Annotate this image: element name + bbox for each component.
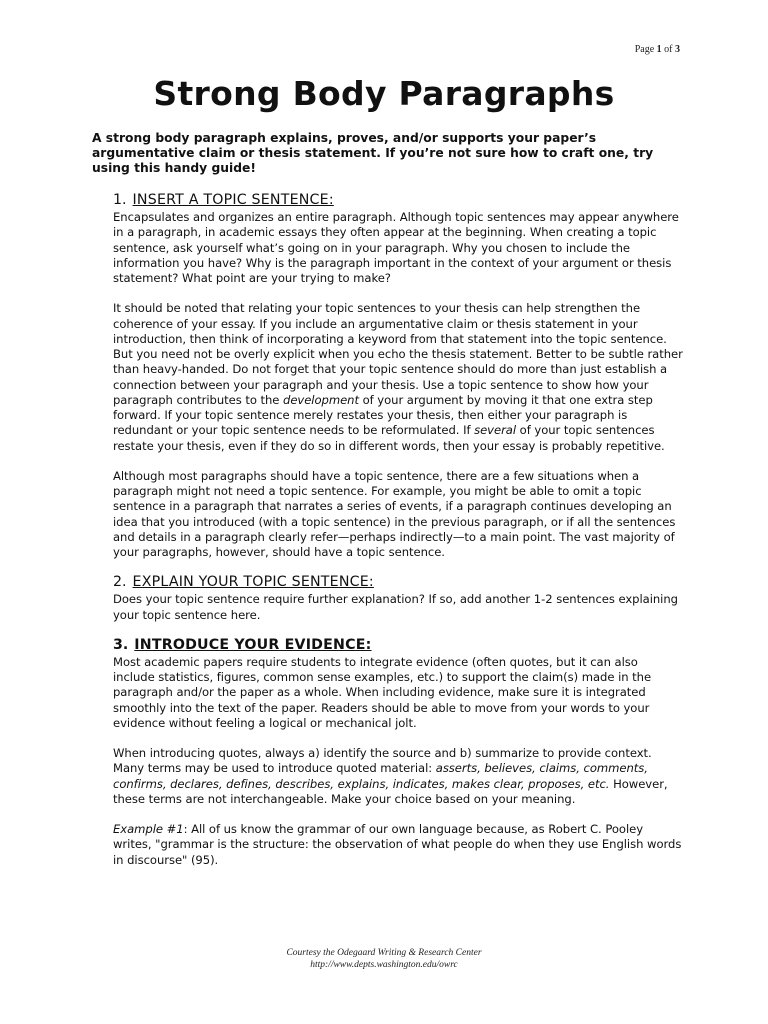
section-3-title: INTRODUCE YOUR EVIDENCE:: [134, 636, 372, 653]
emphasis-development: development: [283, 392, 359, 407]
intro-paragraph: A strong body paragraph explains, proves, and/or supports your paper’s argumentative claim or thesis statement. If you’re not sure how to craft one, try using this handy guide!: [92, 131, 654, 175]
footer-url: http://www.depts.washington.edu/owrc: [310, 960, 458, 970]
emphasis-several: several: [474, 423, 517, 438]
section-1-heading: [113, 190, 683, 210]
page-number: Page 1 of 3: [634, 44, 680, 55]
page-total: 3: [675, 44, 680, 55]
section-3-number: 3.: [113, 636, 129, 653]
section-3-paragraph-1: Most academic papers require students to integrate evidence (often quotes, but it can also include statistics, figures, common sense examples, etc.) to support the claim(s) made in the paragraph and/or the paper as a whole. When including evidence, make sure it is integrated smoothly into the text of the paper. Readers should be able to move from your words to your evidence without feeling a logical or mechanical jolt.: [113, 654, 652, 730]
section-1-paragraph-1: Encapsulates and organizes an entire paragraph. Although topic sentences may appear anywhere in a paragraph, in academic essays they often appear at the beginning. When creating a topic sentence, ask yourself what’s going on in your paragraph. Why you chosen to include the information you have? Why is the paragraph important in the context of your argument or thesis statement? What point are your trying to make?: [113, 210, 679, 285]
section-3-heading: [113, 635, 683, 655]
section-3-example: Example #1: All of us know the grammar of our own language because, as Robert C. Pooley writes, "grammar is the structure: the observation of what people do when they use English words in discourse" (95).: [113, 822, 682, 867]
document-title: Strong Body Paragraphs: [153, 74, 615, 113]
section-2-title: EXPLAIN YOUR TOPIC SENTENCE:: [132, 574, 374, 591]
introducing-terms-list: asserts, believes, claims, comments, confirms, declares, defines, describes, explains, indicates, makes clear, proposes, etc.: [113, 761, 648, 791]
section-1-paragraph-2: It should be noted that relating your topic sentences to your thesis can help strengthen the coherence of your essay. If you include an argumentative claim or thesis statement in your introduction, then think of incorporating a keyword from that statement into the topic sentence. But you need not be overly explicit when you echo the thesis statement. Better to be subtle rather than heavy-handed. Do not forget that your topic sentence should do more than just establish a connection between your paragraph and your thesis. Use a topic sentence to show how your paragraph contributes to the development of your argument by moving it that one extra step forward. If your topic sentence merely restates your thesis, then either your paragraph is redundant or your topic sentence needs to be reformulated. If several of your topic sentences restate your thesis, even if they do so in different words, then your essay is probably repetitive.: [113, 301, 683, 453]
section-1-paragraph-3: Although most paragraphs should have a topic sentence, there are a few situations when a paragraph might not need a topic sentence. For example, you might be able to omit a topic sentence in a paragraph that narrates a series of events, if a paragraph continues developing an idea that you introduced (with a topic sentence) in the previous paragraph, or if all the sentences and details in a paragraph clearly refer—perhaps indirectly—to a main point. The vast majority of your paragraphs, however, should have a topic sentence.: [113, 468, 676, 559]
page-footer: [0, 947, 768, 971]
section-1-title: INSERT A TOPIC SENTENCE:: [132, 192, 334, 208]
section-1-number: 1.: [113, 192, 127, 208]
example-label: Example #1: [113, 822, 184, 836]
section-2-heading: [113, 572, 683, 592]
page-current: 1: [656, 44, 662, 55]
section-2-paragraph-1: Does your topic sentence require further explanation? If so, add another 1-2 sentences explaining your topic sentence here.: [113, 592, 678, 622]
section-2-number: 2.: [113, 574, 127, 591]
document-body: [113, 190, 683, 868]
footer-credit: Courtesy the Odegaard Writing & Research Center: [286, 948, 482, 958]
section-3-paragraph-2: When introducing quotes, always a) identify the source and b) summarize to provide context. Many terms may be used to introduce quoted material: asserts, believes, claims, comments, confirms, declares, defines, describes, explains, indicates, makes clear, proposes, etc. However, these terms are not interchangeable. Make your choice based on your meaning.: [113, 746, 668, 806]
